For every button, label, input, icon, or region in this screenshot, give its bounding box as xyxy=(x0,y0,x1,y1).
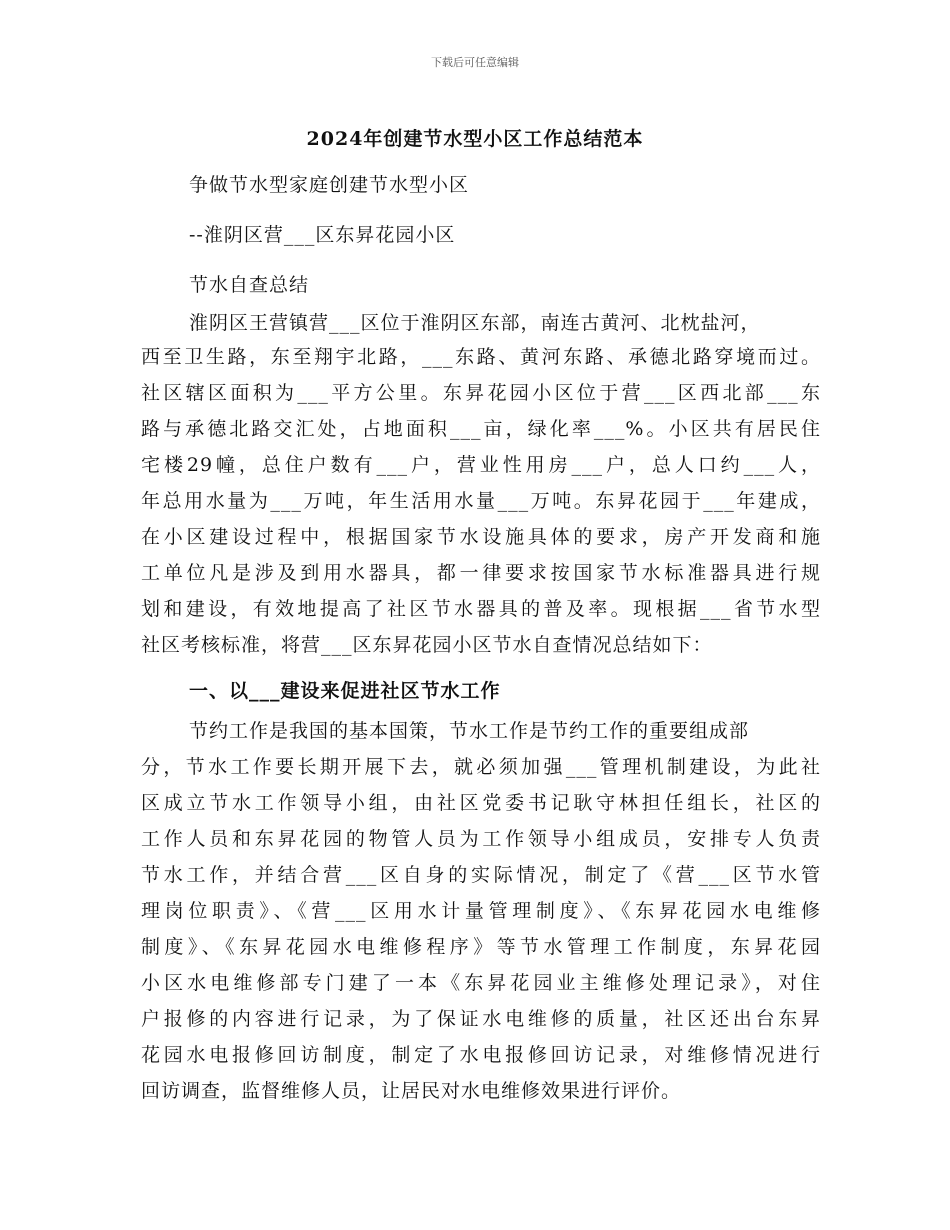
paragraph-line: 划和建设，有效地提高了社区节水器具的普及率。现根据___省节水型 xyxy=(141,598,821,620)
paragraph-line: 在小区建设过程中，根据国家节水设施具体的要求，房产开发商和施 xyxy=(141,526,821,548)
paragraph-line: 工作人员和东昇花园的物管人员为工作领导小组成员，安排专人负责 xyxy=(141,828,821,850)
page-header-note: 下载后可任意编辑 xyxy=(431,56,519,69)
document-title: 2024年创建节水型小区工作总结范本 xyxy=(306,128,644,150)
paragraph-line: 路与承德北路交汇处，占地面积___亩，绿化率___%。小区共有居民住 xyxy=(141,418,821,440)
paragraph-line: 宅楼29幢，总住户数有___户，营业性用房___户，总人口约___人， xyxy=(141,454,821,476)
paragraph-line: 节约工作是我国的基本国策，节水工作是节约工作的重要组成部 xyxy=(189,720,750,742)
paragraph-line: 制度》、《东昇花园水电维修程序》等节水管理工作制度，东昇花园 xyxy=(141,936,821,958)
paragraph-line: 区成立节水工作领导小组，由社区党委书记耿守林担任组长，社区的 xyxy=(141,792,821,814)
paragraph-line: 节水工作，并结合营___区自身的实际情况，制定了《营___区节水管 xyxy=(141,864,821,886)
paragraph-line: 回访调查，监督维修人员，让居民对水电维修效果进行评价。 xyxy=(141,1080,682,1102)
paragraph-line: 西至卫生路，东至翔宇北路，___东路、黄河东路、承德北路穿境而过。 xyxy=(141,346,821,368)
paragraph-line: 小区水电维修部专门建了一本《东昇花园业主维修处理记录》，对住 xyxy=(141,972,821,994)
paragraph-line: 理岗位职责》、《营___区用水计量管理制度》、《东昇花园水电维修 xyxy=(141,900,821,922)
paragraph-line: 社区辖区面积为___平方公里。东昇花园小区位于营___区西北部___东 xyxy=(141,382,821,404)
paragraph-line: 分，节水工作要长期开展下去，就必须加强___管理机制建设，为此社 xyxy=(141,756,821,778)
subtitle-line: 争做节水型家庭创建节水型小区 xyxy=(189,174,470,196)
paragraph-line: 淮阴区王营镇营___区位于淮阴区东部，南连古黄河、北枕盐河， xyxy=(189,312,761,334)
section-label: 节水自查总结 xyxy=(189,274,310,296)
subtitle-source-line: --淮阴区营___区东昇花园小区 xyxy=(189,224,456,246)
paragraph-line: 户报修的内容进行记录，为了保证水电维修的质量，社区还出台东昇 xyxy=(141,1008,821,1030)
paragraph-line: 社区考核标准，将营___区东昇花园小区节水自查情况总结如下： xyxy=(141,634,713,656)
paragraph-line: 花园水电报修回访制度，制定了水电报修回访记录，对维修情况进行 xyxy=(141,1044,821,1066)
paragraph-line: 年总用水量为___万吨，年生活用水量___万吨。东昇花园于___年建成， xyxy=(141,490,821,512)
paragraph-line: 工单位凡是涉及到用水器具，都一律要求按国家节水标准器具进行规 xyxy=(141,562,821,584)
section-heading: 一、以___建设来促进社区节水工作 xyxy=(189,680,501,702)
